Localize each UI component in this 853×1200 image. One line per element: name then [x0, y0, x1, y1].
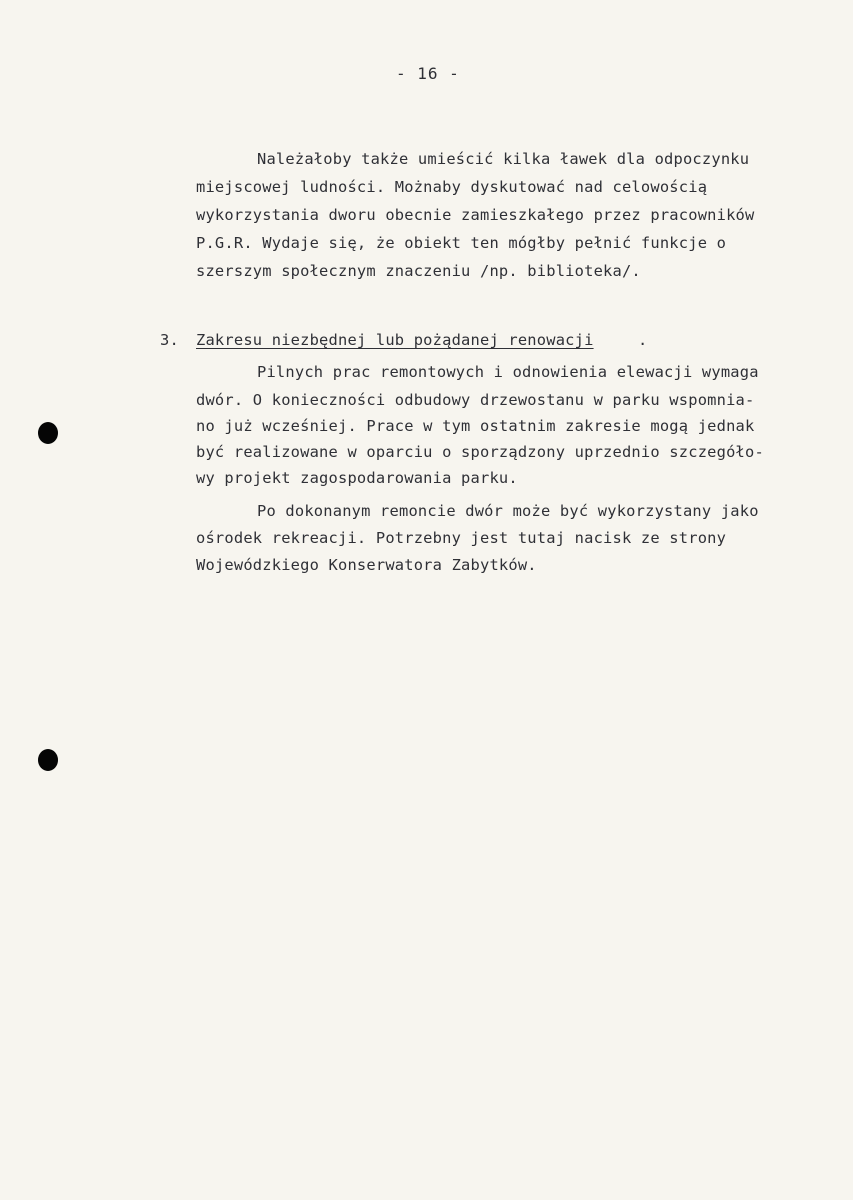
paragraph-2-line-3: no już wcześniej. Prace w tym ostatnim zakresie mogą jednak — [196, 417, 755, 435]
paragraph-3-line-1: Po dokonanym remoncie dwór może być wykorzystany jako — [257, 502, 759, 520]
paragraph-2-line-1: Pilnych prac remontowych i odnowienia elewacji wymaga — [257, 363, 759, 381]
punch-hole-top — [38, 422, 58, 444]
paragraph-1-line-5: szerszym społecznym znaczeniu /np. biblioteka/. — [196, 262, 641, 280]
paragraph-2-line-4: być realizowane w oparciu o sporządzony uprzednio szczegóło- — [196, 443, 764, 461]
section-3-title: Zakresu niezbędnej lub pożądanej renowacji — [196, 331, 594, 349]
section-3-title-end: . — [638, 331, 648, 349]
paragraph-3-line-3: Wojewódzkiego Konserwatora Zabytków. — [196, 556, 537, 574]
punch-hole-bottom — [38, 749, 58, 771]
paragraph-1-line-1: Należałoby także umieścić kilka ławek dla odpoczynku — [257, 150, 750, 168]
paragraph-2-line-5: wy projekt zagospodarowania parku. — [196, 469, 518, 487]
paragraph-1-line-4: P.G.R. Wydaje się, że obiekt ten mógłby pełnić funkcje o — [196, 234, 727, 252]
section-3-number: 3. — [160, 331, 179, 349]
paragraph-1-line-3: wykorzystania dworu obecnie zamieszkałego przez pracowników — [196, 206, 755, 224]
paragraph-2-line-2: dwór. O konieczności odbudowy drzewostanu w parku wspomnia- — [196, 391, 755, 409]
paragraph-3-line-2: ośrodek rekreacji. Potrzebny jest tutaj nacisk ze strony — [196, 529, 727, 547]
page-number: - 16 - — [396, 64, 460, 83]
paragraph-1-line-2: miejscowej ludności. Możnaby dyskutować nad celowością — [196, 178, 708, 196]
